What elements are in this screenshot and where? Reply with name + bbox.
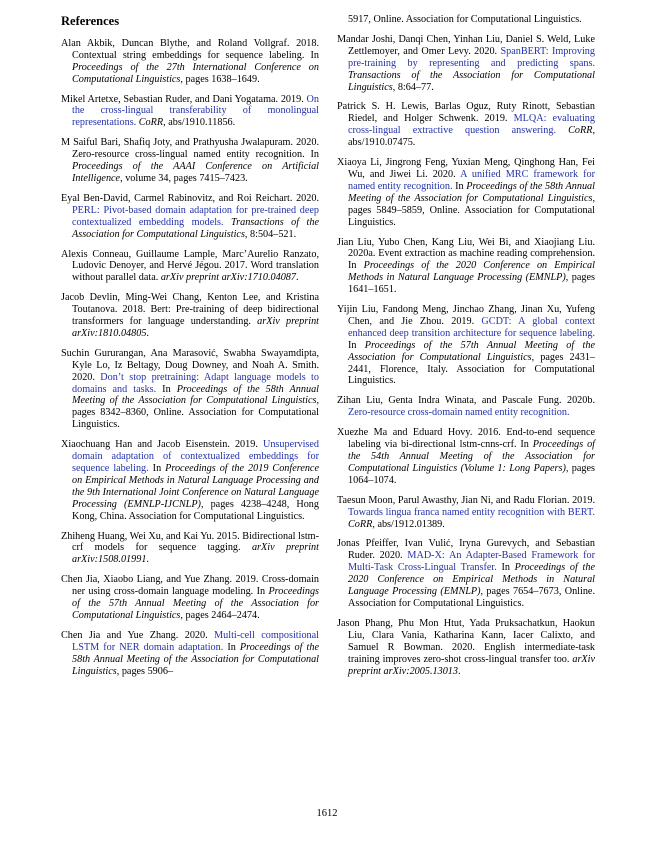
- reference-link[interactable]: Unsupervised domain adaptation of contextualized embeddings for sequence labeling.: [72, 439, 319, 474]
- reference-text: , 8:504–521.: [244, 228, 297, 240]
- reference-text: , volume 34, pages 7415–7423.: [120, 172, 248, 184]
- reference-link[interactable]: Don’t stop pretraining: Adapt language models to domains and tasks.: [72, 371, 319, 395]
- reference-entry: [61, 38, 319, 86]
- reference-text: arXiv preprint arXiv:1710.04087: [160, 272, 296, 284]
- reference-text: Proceedings of the 27th International Conference on Computational Linguistics: [72, 61, 319, 85]
- reference-text: In: [348, 339, 365, 351]
- reference-entry: [61, 137, 319, 185]
- reference-text: , abs/1912.01389.: [372, 518, 445, 530]
- reference-text: Taesun Moon, Parul Awasthy, Jian Ni, and Radu Florian. 2019.: [337, 494, 595, 506]
- reference-text: , pages 8342–8360, Online. Association for Computational Linguistics.: [72, 395, 319, 431]
- reference-text: CoRR: [138, 117, 164, 129]
- reference-text: .: [146, 327, 149, 339]
- reference-entry: [337, 34, 595, 94]
- reference-text: , abs/1910.11856.: [163, 117, 236, 129]
- reference-text: .: [296, 272, 299, 284]
- reference-link[interactable]: On the cross-lingual transferability of monolingual representations.: [72, 93, 319, 129]
- reference-text: In: [148, 463, 166, 474]
- reference-text: Proceedings of the 54th Annual Meeting of the Association for Computational Linguistics (Volume 1: Long Papers): [348, 439, 595, 474]
- reference-text: Proceedings of the 58th Annual Meeting of the Association for Computational Linguistics: [72, 641, 319, 677]
- reference-entry: [61, 94, 319, 130]
- reference-text: Xiaochuang Han and Jacob Eisenstein. 2019.: [61, 439, 263, 451]
- reference-text: Jason Phang, Phu Mon Htut, Yada Pruksachatkun, Haokun Liu, Clara Vania, Katharina Kann, Iacer Calixto, and Samuel R Bowman. 2020. English intermediate-task training improves zero-shot cross-lingual transfer too.: [337, 617, 595, 665]
- reference-text: arXiv preprint arXiv:1810.04805: [72, 316, 319, 339]
- reference-text: Jacob Devlin, Ming-Wei Chang, Kenton Lee, and Kristina Toutanova. 2018. Bert: Pre-training of deep bidirectional transformers for language understanding.: [61, 292, 319, 328]
- reference-entry: [61, 249, 319, 285]
- reference-text: Mandar Joshi, Danqi Chen, Yinhan Liu, Daniel S. Weld, Luke Zettlemoyer, and Omer Levy. 2020.: [337, 33, 595, 57]
- reference-entry: [337, 304, 595, 387]
- reference-text: Zihan Liu, Genta Indra Winata, and Pascale Fung. 2020b.: [337, 395, 595, 407]
- reference-text: [556, 125, 568, 136]
- reference-text: Xiaoya Li, Jingrong Feng, Yuxian Meng, Qinghong Han, Fei Wu, and Jiwei Li. 2020.: [337, 157, 595, 180]
- reference-text: Chen Jia, Xiaobo Liang, and Yue Zhang. 2019. Cross-domain ner using cross-domain language modeling. In: [61, 574, 319, 598]
- reference-link[interactable]: Multi-cell compositional LSTM for NER domain adaptation.: [72, 629, 319, 653]
- reference-entry: [337, 237, 595, 297]
- reference-entry: [61, 574, 319, 622]
- reference-text: Eyal Ben-David, Carmel Rabinovitz, and Roi Reichart. 2020.: [61, 192, 319, 204]
- reference-text: In: [496, 562, 515, 574]
- reference-text: , pages 1064–1074.: [348, 462, 595, 486]
- reference-text: , pages 1638–1649.: [180, 73, 260, 85]
- reference-text: Proceedings of the AAAI Conference on Artificial Intelligence: [72, 161, 319, 184]
- reference-text: .: [457, 665, 461, 677]
- reference-text: arXiv preprint arXiv:2005.13013: [348, 653, 595, 677]
- reference-entry: [61, 348, 319, 431]
- reference-entry: [337, 427, 595, 487]
- reference-entry: [337, 395, 595, 419]
- reference-link[interactable]: PERL: Pivot-based domain adaptation for pre-trained deep contextualized embedding models.: [72, 204, 319, 228]
- reference-link[interactable]: SpanBERT: Improving pre-training by representing and predicting spans.: [348, 45, 595, 69]
- reference-text: CoRR: [568, 125, 593, 137]
- page-number: 1612: [316, 808, 338, 819]
- reference-text: , pages 1641–1651.: [348, 272, 595, 296]
- reference-text: Transactions of the Association for Computational Linguistics: [348, 69, 595, 93]
- reference-text: Zhiheng Huang, Wei Xu, and Kai Yu. 2015. Bidirectional lstm-crf models for sequence tagging.: [61, 530, 319, 554]
- reference-entry: [61, 439, 319, 522]
- reference-text: Chen Jia and Yue Zhang. 2020.: [61, 629, 215, 641]
- reference-text: In: [156, 383, 177, 395]
- reference-text: CoRR: [348, 518, 373, 530]
- references-list-right: [337, 14, 595, 677]
- reference-entry: [337, 495, 595, 531]
- references-right-column: [337, 14, 595, 686]
- reference-entry: [337, 618, 595, 678]
- two-column-layout: [61, 14, 595, 686]
- reference-link[interactable]: Zero-resource cross-domain named entity recognition.: [348, 407, 570, 419]
- reference-entry: [61, 193, 319, 241]
- reference-text: , pages 5906–: [116, 665, 174, 677]
- reference-text: Yijin Liu, Fandong Meng, Jinchao Zhang, Jinan Xu, Yufeng Chen, and Jie Zhou. 2019.: [337, 304, 595, 327]
- reference-text: Jian Liu, Yubo Chen, Kang Liu, Wei Bi, and Xiaojiang Liu. 2020a. Event extraction as machine reading comprehension. In: [337, 236, 595, 272]
- reference-text: Jonas Pfeiffer, Ivan Vulić, Iryna Gurevych, and Sebastian Ruder. 2020.: [337, 538, 595, 562]
- reference-text: In: [223, 641, 240, 653]
- reference-text: , 8:64–77.: [392, 81, 434, 93]
- reference-entry: [337, 157, 595, 228]
- reference-text: , pages 4238–4248, Hong Kong, China. Association for Computational Linguistics.: [72, 498, 319, 522]
- reference-link[interactable]: GCDT: A global context enhanced deep transition architecture for sequence labeling.: [348, 315, 595, 339]
- reference-entry: [337, 101, 595, 149]
- reference-entry: [61, 630, 319, 678]
- reference-text: , abs/1910.07475.: [348, 125, 595, 149]
- paper-page: [61, 14, 595, 834]
- reference-entry: [337, 538, 595, 609]
- reference-link[interactable]: A unified MRC framework for named entity recognition.: [348, 168, 595, 192]
- reference-text: Alexis Conneau, Guillaume Lample, Marc’Aurelio Ranzato, Ludovic Denoyer, and Hervé Jégou. 2017. Word translation without parallel data.: [61, 248, 319, 284]
- reference-text: , pages 7654–7673, Online. Association for Computational Linguistics.: [348, 586, 595, 609]
- reference-entry: [61, 292, 319, 340]
- reference-text: arXiv preprint arXiv:1508.01991: [72, 542, 319, 566]
- reference-entry: [337, 14, 595, 26]
- reference-text: Proceedings of the 2020 Conference on Empirical Methods in Natural Language Processing (EMNLP): [348, 562, 595, 598]
- references-heading: References: [61, 14, 120, 28]
- reference-link[interactable]: MLQA: evaluating cross-lingual extractive question answering.: [348, 113, 595, 137]
- reference-text: Proceedings of the 2020 Conference on Empirical Methods in Natural Language Processing (EMNLP): [348, 260, 595, 284]
- reference-text: Proceedings of the 57th Annual Meeting of the Association for Computational Linguistics: [72, 586, 319, 621]
- reference-text: Suchin Gururangan, Ana Marasović, Swabha Swayamdipta, Kyle Lo, Iz Beltagy, Doug Downey, and Noah A. Smith. 2020.: [61, 347, 319, 383]
- reference-text: .: [146, 554, 149, 566]
- reference-link[interactable]: MAD-X: An Adapter-Based Framework for Multi-Task Cross-Lingual Transfer.: [348, 550, 595, 574]
- reference-text: M Saiful Bari, Shafiq Joty, and Prathyusha Jwalapuram. 2020. Zero-resource cross-lingual named entity recognition. In: [61, 137, 319, 161]
- references-left-column: [61, 14, 319, 686]
- references-list-left: [61, 38, 319, 678]
- reference-text: Patrick S. H. Lewis, Barlas Oguz, Ruty Rinott, Sebastian Riedel, and Holger Schwenk. 2019.: [337, 101, 595, 125]
- reference-entry: [61, 531, 319, 567]
- reference-link[interactable]: Towards lingua franca named entity recognition with BERT.: [348, 506, 595, 518]
- reference-text: In: [452, 180, 467, 192]
- reference-text: Mikel Artetxe, Sebastian Ruder, and Dani Yogatama. 2019.: [61, 93, 307, 105]
- reference-text: Proceedings of the 58th Annual Meeting of the Association for Computational Linguistics: [348, 180, 595, 204]
- reference-text: Proceedings of the 58th Annual Meeting of the Association for Computational Linguistics: [72, 383, 319, 407]
- reference-text: Transactions of the Association for Computational Linguistics: [72, 216, 319, 240]
- reference-text: , pages 2431–2441, Florence, Italy. Association for Computational Linguistics.: [348, 351, 596, 387]
- reference-text: [224, 217, 231, 228]
- reference-text: , pages 5849–5859, Online. Association for Computational Linguistics.: [348, 192, 595, 228]
- reference-text: Alan Akbik, Duncan Blythe, and Roland Vollgraf. 2018. Contextual string embeddings for sequence labeling. In: [61, 37, 319, 61]
- reference-text: Proceedings of the 2019 Conference on Empirical Methods in Natural Language Processing and the 9th International Joint Conference on Natural Language Processing (EMNLP-IJCNLP): [72, 463, 319, 510]
- reference-text: , pages 2464–2474.: [180, 609, 260, 621]
- reference-text: 5917, Online. Association for Computational Linguistics.: [348, 14, 582, 25]
- reference-text: Xuezhe Ma and Eduard Hovy. 2016. End-to-end sequence labeling via bi-directional lstm-cnns-crf. In: [337, 427, 595, 451]
- reference-text: Proceedings of the 57th Annual Meeting of the Association for Computational Linguistics: [348, 339, 595, 363]
